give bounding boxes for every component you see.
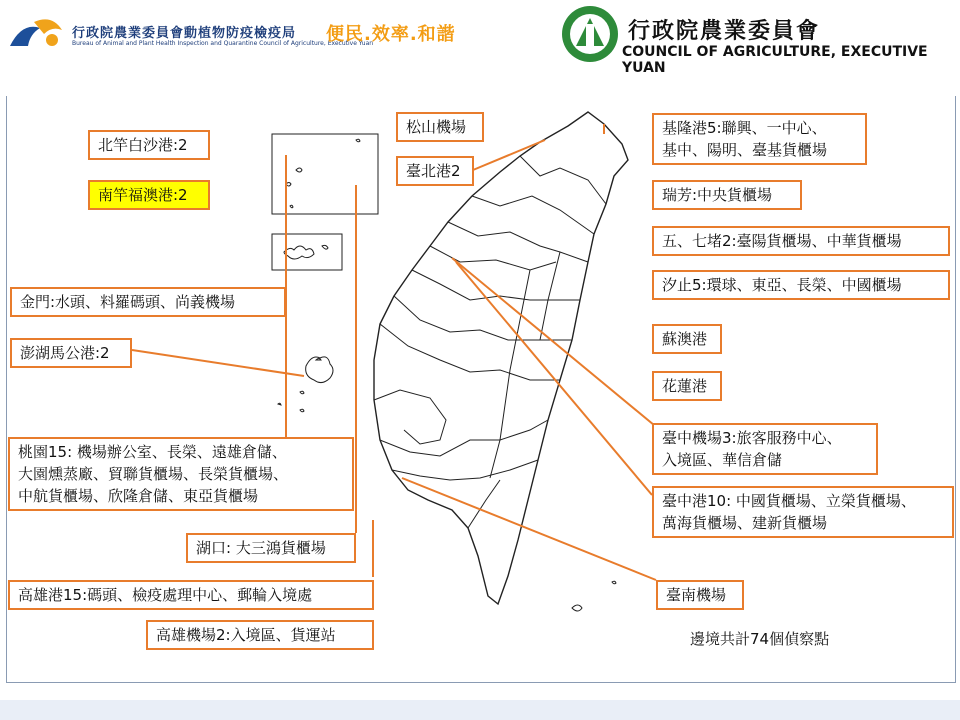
label-taichung-port [652, 486, 954, 538]
label-taoyuan-line-1: 桃園15: 機場辦公室、長榮、遠雄倉儲、 [18, 443, 287, 461]
label-taichung-airport [652, 423, 878, 475]
label-taoyuan-line-2: 大園燻蒸廠、貿聯貨櫃場、長榮貨櫃場、 [18, 465, 289, 483]
label-keelung-line-1: 基隆港5:聯興、一中心、 [662, 119, 827, 137]
baphiq-name-cn: 行政院農業委員會動植物防疫檢疫局 [72, 26, 297, 41]
total-checkpoints: 邊境共計74個偵察點 [690, 630, 830, 648]
label-penghu: 澎湖馬公港:2 [10, 338, 132, 368]
label-ruifang: 瑞芳:中央貨櫃場 [652, 180, 802, 210]
label-taipei-port: 臺北港2 [396, 156, 474, 186]
label-taichung-port-line-2: 萬海貨櫃場、建新貨櫃場 [662, 514, 828, 532]
label-taichung-airport-line-2: 入境區、華信倉儲 [662, 451, 783, 469]
label-xizhi: 汐止5:環球、東亞、長榮、中國櫃場 [652, 270, 950, 300]
label-taoyuan-line-3: 中航貨櫃場、欣隆倉儲、東亞貨櫃場 [18, 487, 259, 505]
coa-name-cn: 行政院農業委員會 [628, 19, 821, 44]
label-keelung [652, 113, 867, 165]
label-kaohsiung-port: 高雄港15:碼頭、檢疫處理中心、郵輪入境處 [8, 580, 374, 610]
label-keelung-line-2: 基中、陽明、臺基貨櫃場 [662, 141, 828, 159]
label-taichung-port-line-1: 臺中港10: 中國貨櫃場、立榮貨櫃場、 [662, 492, 916, 510]
kinmen-inset-frame [272, 234, 342, 270]
label-taichung-airport-line-1: 臺中機場3:旅客服務中心、 [662, 429, 842, 447]
baphiq-name-en: Bureau of Animal and Plant Health Inspection and Quarantine Council of Agriculture, Executive Yuan [72, 40, 374, 47]
slogan: 便民.效率.和諧 [326, 24, 456, 45]
label-taoyuan [8, 437, 354, 511]
label-hukou: 湖口: 大三鴻貨櫃場 [186, 533, 356, 563]
coa-name-en: COUNCIL OF AGRICULTURE, EXECUTIVE YUAN [622, 44, 928, 76]
label-kinmen: 金門:水頭、料羅碼頭、尚義機場 [10, 287, 286, 317]
label-songshan: 松山機場 [396, 112, 484, 142]
label-hualien: 花蓮港 [652, 371, 722, 401]
label-wudu: 五、七堵2:臺陽貨櫃場、中華貨櫃場 [652, 226, 950, 256]
label-suao: 蘇澳港 [652, 324, 722, 354]
label-nangan: 南竿福澳港:2 [88, 180, 210, 210]
label-tainan: 臺南機場 [656, 580, 744, 610]
label-beigan: 北竿白沙港:2 [88, 130, 210, 160]
label-kaohsiung-airport: 高雄機場2:入境區、貨運站 [146, 620, 374, 650]
matsu-inset-frame [272, 134, 378, 214]
